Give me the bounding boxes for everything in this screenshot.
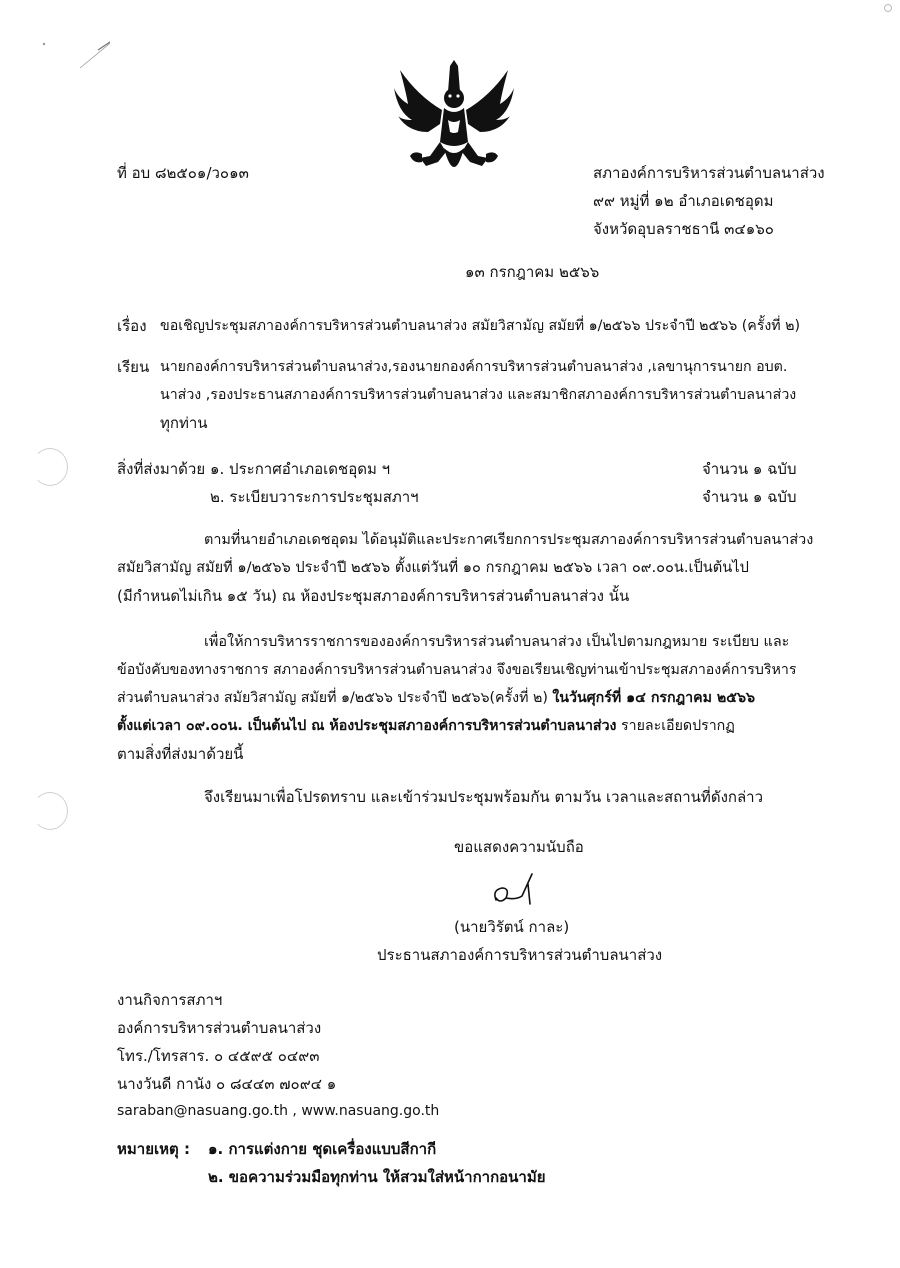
meeting-time-place-emphasis: ตั้งแต่เวลา ๐๙.๐๐น. เป็นต้นไป ณ ห้องประชุมสภาองค์การบริหารส่วนตำบลนาส่วง [117,718,617,734]
contact-web: saraban@nasuang.go.th , www.nasuang.go.th [117,1103,440,1119]
paragraph-1-line: สมัยวิสามัญ สมัยที่ ๑/๒๕๖๖ ประจำปี ๒๕๖๖ ตั้งแต่วันที่ ๑๐ กรกฎาคม ๒๕๖๖ เวลา ๐๙.๐๐น.เป็นต้นไป [117,559,749,576]
signer-title: ประธานสภาองค์การบริหารส่วนตำบลนาส่วง [377,946,663,964]
contact-department: งานกิจการสภาฯ [117,991,223,1009]
enclosure-item: ๑. ประกาศอำเภอเดชอุดม ฯ [210,460,391,478]
letter-date: ๑๓ กรกฎาคม ๒๕๖๖ [465,263,600,281]
note-item: ๑. การแต่งกาย ชุดเครื่องแบบสีกากี [208,1140,437,1158]
regards: ขอแสดงความนับถือ [454,838,584,856]
enclosure-label: สิ่งที่ส่งมาด้วย [117,460,206,478]
paragraph-2-line: เพื่อให้การบริหารราชการขององค์การบริหารส่วนตำบลนาส่วง เป็นไปตามกฎหมาย ระเบียบ และ [204,634,790,650]
contact-phone: โทร./โทรสาร. ๐ ๔๕๙๕ ๐๔๙๓ [117,1047,320,1065]
sender-org: สภาองค์การบริหารส่วนตำบลนาส่วง [593,164,825,182]
paragraph-2-line: ตั้งแต่เวลา ๐๙.๐๐น. เป็นต้นไป ณ ห้องประชุมสภาองค์การบริหารส่วนตำบลนาส่วง รายละเอียดปรากฏ [117,718,735,734]
signer-name: (นายวิรัตน์ กาละ) [454,918,570,936]
paragraph-2-line: ข้อบังคับของทางราชการ สภาองค์การบริหารส่วนตำบลนาส่วง จึงขอเรียนเชิญท่านเข้าประชุมสภาองค์การบริหาร [117,662,797,678]
enclosure-qty: จำนวน ๑ ฉบับ [702,488,797,506]
to-line: นาส่วง ,รองประธานสภาองค์การบริหารส่วนตำบลนาส่วง และสมาชิกสภาองค์การบริหารส่วนตำบลนาส่วง [160,387,797,403]
signature-mark [488,870,548,910]
paragraph-1-line: (มีกำหนดไม่เกิน ๑๕ วัน) ณ ห้องประชุมสภาองค์การบริหารส่วนตำบลนาส่วง นั้น [117,587,630,605]
enclosure-item: ๒. ระเบียบวาระการประชุมสภาฯ [210,488,419,506]
note-item: ๒. ขอความร่วมมือทุกท่าน ให้สวมใส่หน้ากากอนามัย [208,1168,546,1186]
scan-dot [884,4,892,12]
contact-org: องค์การบริหารส่วนตำบลนาส่วง [117,1019,322,1037]
closing-paragraph: จึงเรียนมาเพื่อโปรดทราบ และเข้าร่วมประชุมพร้อมกัน ตามวัน เวลาและสถานที่ดังกล่าว [204,788,764,806]
enclosure-qty: จำนวน ๑ ฉบับ [702,460,797,478]
sender-province: จังหวัดอุบลราชธานี ๓๔๑๖๐ [593,220,774,238]
paragraph-2-line: ส่วนตำบลนาส่วง สมัยวิสามัญ สมัยที่ ๑/๒๕๖๖ ประจำปี ๒๕๖๖(ครั้งที่ ๒) ในวันศุกร์ที่ ๑๔ กรกฎาคม ๒๕๖๖ [117,690,756,706]
note-label: หมายเหตุ : [117,1140,190,1158]
sender-address: ๙๙ หมู่ที่ ๑๒ อำเภอเดชอุดม [593,192,774,210]
reference-number: ที่ อบ ๘๒๕๐๑/ว๐๑๓ [117,164,249,182]
subject-text: ขอเชิญประชุมสภาองค์การบริหารส่วนตำบลนาส่วง สมัยวิสามัญ สมัยที่ ๑/๒๕๖๖ ประจำปี ๒๕๖๖ (ครั้งที่ ๒) [160,318,801,334]
to-label: เรียน [117,358,150,376]
to-line: นายกองค์การบริหารส่วนตำบลนาส่วง,รองนายกองค์การบริหารส่วนตำบลนาส่วง ,เลขานุการนายก อบต. [160,359,788,375]
to-line: ทุกท่าน [160,414,208,432]
scan-mark [30,30,110,90]
paragraph-2-line: ตามสิ่งที่ส่งมาด้วยนี้ [117,745,244,763]
contact-person: นางวันดี กานัง ๐ ๘๔๔๓ ๗๐๙๔ ๑ [117,1075,337,1093]
paragraph-1-line: ตามที่นายอำเภอเดชอุดม ได้อนุมัติและประกาศเรียกการประชุมสภาองค์การบริหารส่วนตำบลนาส่วง [204,532,814,548]
binder-hole-mark [32,792,68,830]
binder-hole-mark [32,448,68,486]
meeting-date-emphasis: ในวันศุกร์ที่ ๑๔ กรกฎาคม ๒๕๖๖ [552,690,756,706]
garuda-emblem-icon [392,58,516,186]
subject-label: เรื่อง [117,317,147,335]
